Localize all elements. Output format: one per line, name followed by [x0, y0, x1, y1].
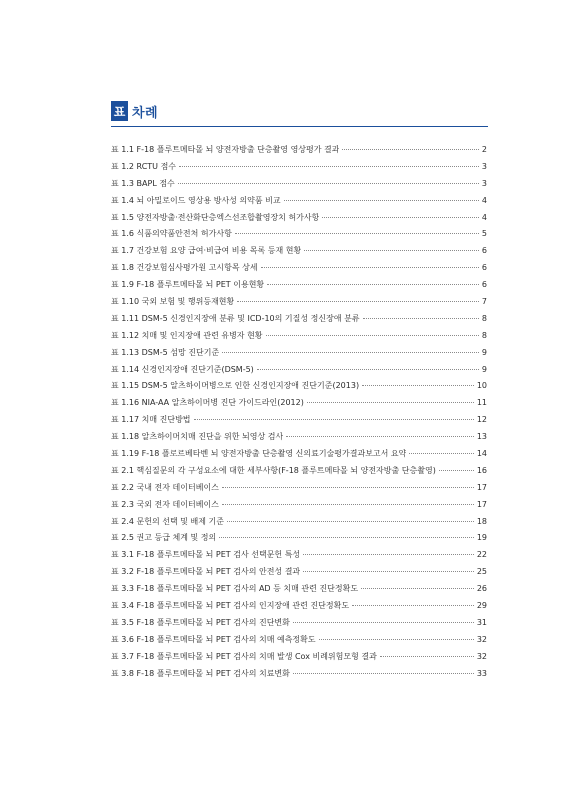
toc-entry-page: 5 [481, 229, 487, 239]
toc-entry-label: 표 3.1 F-18 플루트메타몰 뇌 PET 검사 선택문헌 특성 [111, 550, 301, 560]
toc-entry-label: 표 3.8 F-18 플루트메타몰 뇌 PET 검사의 치료변화 [111, 668, 290, 678]
toc-entry-page: 32 [476, 651, 487, 661]
dot-leader [261, 266, 479, 268]
toc-entry-page: 8 [481, 313, 487, 323]
toc-entry-label: 표 1.1 F-18 플루트메타몰 뇌 양전자방출 단층촬영 영상평가 결과 [111, 145, 340, 154]
toc-entry-label: 표 3.3 F-18 플루트메타몰 뇌 PET 검사의 AD 등 치매 관련 진단정확도 [111, 584, 359, 594]
toc-entry-label: 표 3.7 F-18 플루트메타몰 뇌 PET 검사의 치매 발생 Cox 비례위험모형 결과 [111, 651, 377, 661]
toc-entry-page: 29 [476, 601, 487, 611]
toc-entry[interactable] [111, 632, 487, 649]
dot-leader [222, 351, 479, 353]
toc-entry-label: 표 1.16 NIA-AA 알츠하이머병 진단 가이드라인(2012) [111, 398, 304, 408]
toc-entry-page: 26 [476, 584, 487, 594]
toc-entry[interactable] [111, 277, 487, 294]
dot-leader [439, 469, 474, 471]
toc-entry-label: 표 1.19 F-18 플로르베타벤 뇌 양전자방출 단층촬영 신의료기술평가결과보고서 요약 [111, 449, 407, 459]
toc-entry-label: 표 1.17 치매 진단방법 [111, 415, 191, 425]
toc-entry[interactable] [111, 260, 487, 277]
toc-entry-page: 6 [481, 263, 487, 273]
dot-leader [304, 249, 479, 251]
toc-entry-page: 31 [476, 617, 487, 627]
toc-entry[interactable] [111, 226, 487, 243]
toc-entry[interactable] [111, 514, 487, 531]
toc-entry-label: 표 1.10 국외 보험 및 행위등재현황 [111, 297, 235, 307]
dot-leader [307, 401, 474, 403]
toc-entry[interactable] [111, 142, 487, 159]
toc-entry-label: 표 1.5 양전자방출·전산화단층엑스선조합촬영장치 허가사항 [111, 212, 320, 222]
dot-leader [361, 587, 474, 589]
toc-entry-page: 16 [476, 465, 487, 475]
toc-entry[interactable] [111, 598, 487, 615]
toc-entry-label: 표 1.13 DSM-5 섬망 진단기준 [111, 347, 220, 357]
toc-entry[interactable] [111, 480, 487, 497]
toc-entry[interactable] [111, 362, 487, 379]
toc-entry-page: 17 [476, 499, 487, 509]
dot-leader [179, 165, 479, 167]
toc-entry-label: 표 1.15 DSM-5 알츠하이머병으로 인한 신경인지장애 진단기준(2013) [111, 381, 360, 391]
toc-entry[interactable] [111, 429, 487, 446]
dot-leader [293, 621, 474, 623]
toc-entry-label: 표 1.14 신경인지장애 진단기준(DSM-5) [111, 364, 254, 374]
dot-leader [363, 317, 479, 319]
toc-entry-label: 표 2.4 문헌의 선택 및 배제 기준 [111, 516, 224, 526]
table-badge: 표 [111, 101, 128, 121]
toc-entry-page: 3 [481, 161, 487, 171]
dot-leader [380, 655, 474, 657]
dot-leader [303, 553, 474, 555]
dot-leader [342, 148, 478, 150]
toc-entry-label: 표 1.12 치매 및 인지장애 관련 유병자 현황 [111, 330, 263, 340]
toc-entry-label: 표 2.3 국외 전자 데이터베이스 [111, 499, 219, 509]
toc-entry-page: 6 [481, 246, 487, 256]
toc-entry-label: 표 3.4 F-18 플루트메타몰 뇌 PET 검사의 인지장애 관련 진단정확도 [111, 601, 350, 611]
toc-entry[interactable] [111, 463, 487, 480]
dot-leader [178, 182, 479, 184]
toc-entry-page: 25 [476, 567, 487, 577]
toc-entry-page: 9 [481, 347, 487, 357]
dot-leader [303, 570, 474, 572]
toc-entry-label: 표 2.1 핵심질문의 각 구성요소에 대한 세부사항(F-18 플루트메타몰 뇌 양전자방출 단층촬영) [111, 465, 436, 475]
toc-entry-page: 33 [476, 668, 487, 678]
toc-entry-label: 표 1.3 BAPL 점수 [111, 178, 175, 188]
dot-leader [194, 418, 474, 420]
toc-entry[interactable] [111, 615, 487, 632]
toc-entry-page: 7 [481, 297, 487, 307]
toc-entry[interactable] [111, 311, 487, 328]
toc-entry[interactable] [111, 497, 487, 514]
toc-entry-label: 표 2.5 권고 등급 체계 및 정의 [111, 533, 217, 543]
dot-leader [293, 672, 474, 674]
toc-entry-page: 17 [476, 482, 487, 492]
dot-leader [237, 300, 479, 302]
toc-entry[interactable] [111, 294, 487, 311]
dot-leader [267, 283, 479, 285]
toc-entry[interactable] [111, 395, 487, 412]
title-divider [111, 126, 488, 127]
toc-entry[interactable] [111, 649, 487, 666]
toc-entry[interactable] [111, 210, 487, 227]
toc-entry-label: 표 3.5 F-18 플루트메타몰 뇌 PET 검사의 진단변화 [111, 617, 290, 627]
toc-entry[interactable] [111, 581, 487, 598]
toc-entry[interactable] [111, 345, 487, 362]
toc-entry-page: 22 [476, 550, 487, 560]
toc-entry-page: 10 [476, 381, 487, 391]
toc-entry-page: 2 [481, 145, 487, 154]
dot-leader [286, 435, 474, 437]
toc-entry-label: 표 1.6 식품의약품안전처 허가사항 [111, 229, 232, 239]
toc-entry-page: 19 [476, 533, 487, 543]
toc-entry-label: 표 1.7 건강보험 요양 급여·비급여 비용 목록 등재 현황 [111, 246, 302, 256]
toc-entry[interactable] [111, 666, 487, 683]
toc-entry-page: 4 [481, 212, 487, 222]
toc-entry-page: 13 [476, 432, 487, 442]
toc-entry-page: 12 [476, 415, 487, 425]
table-of-contents [111, 142, 487, 683]
dot-leader [362, 384, 474, 386]
dot-leader [257, 368, 479, 370]
toc-entry-label: 표 1.11 DSM-5 신경인지장애 분류 및 ICD-10의 기질성 정신장애 분류 [111, 313, 360, 323]
toc-entry[interactable] [111, 378, 487, 395]
toc-entry-page: 14 [476, 449, 487, 459]
dot-leader [352, 604, 474, 606]
toc-entry-page: 18 [476, 516, 487, 526]
page-title: 차례 [132, 105, 159, 121]
dot-leader [284, 199, 479, 201]
dot-leader [219, 536, 474, 538]
toc-entry-label: 표 2.2 국내 전자 데이터베이스 [111, 482, 219, 492]
toc-entry[interactable] [111, 159, 487, 176]
toc-entry-page: 32 [476, 634, 487, 644]
toc-entry[interactable] [111, 412, 487, 429]
toc-entry[interactable] [111, 446, 487, 463]
toc-entry-label: 표 1.18 알츠하이머치매 진단을 위한 뇌영상 검사 [111, 432, 284, 442]
toc-entry[interactable] [111, 176, 487, 193]
toc-entry-label: 표 1.8 건강보험심사평가원 고시항목 상세 [111, 263, 258, 273]
dot-leader [322, 216, 479, 218]
toc-entry-page: 4 [481, 195, 487, 205]
dot-leader [222, 486, 474, 488]
toc-entry-page: 11 [476, 398, 487, 408]
toc-entry[interactable] [111, 564, 487, 581]
dot-leader [227, 520, 474, 522]
toc-entry-label: 표 3.2 F-18 플루트메타몰 뇌 PET 검사의 안전성 결과 [111, 567, 301, 577]
toc-header [111, 100, 158, 122]
dot-leader [235, 232, 479, 234]
toc-entry-label: 표 3.6 F-18 플루트메타몰 뇌 PET 검사의 치매 예측정확도 [111, 634, 316, 644]
toc-entry-label: 표 1.2 RCTU 점수 [111, 161, 177, 171]
toc-entry[interactable] [111, 328, 487, 345]
toc-entry-label: 표 1.4 뇌 아밀로이드 영상용 방사성 의약품 비교 [111, 195, 281, 205]
dot-leader [266, 334, 479, 336]
dot-leader [409, 452, 473, 454]
toc-entry-page: 6 [481, 280, 487, 290]
toc-entry[interactable] [111, 193, 487, 210]
toc-entry-page: 3 [481, 178, 487, 188]
toc-entry[interactable] [111, 547, 487, 564]
dot-leader [222, 503, 474, 505]
toc-entry[interactable] [111, 530, 487, 547]
dot-leader [319, 638, 474, 640]
toc-entry-page: 9 [481, 364, 487, 374]
toc-entry-label: 표 1.9 F-18 플루트메타몰 뇌 PET 이용현황 [111, 280, 265, 290]
toc-entry-page: 8 [481, 330, 487, 340]
toc-entry[interactable] [111, 243, 487, 260]
